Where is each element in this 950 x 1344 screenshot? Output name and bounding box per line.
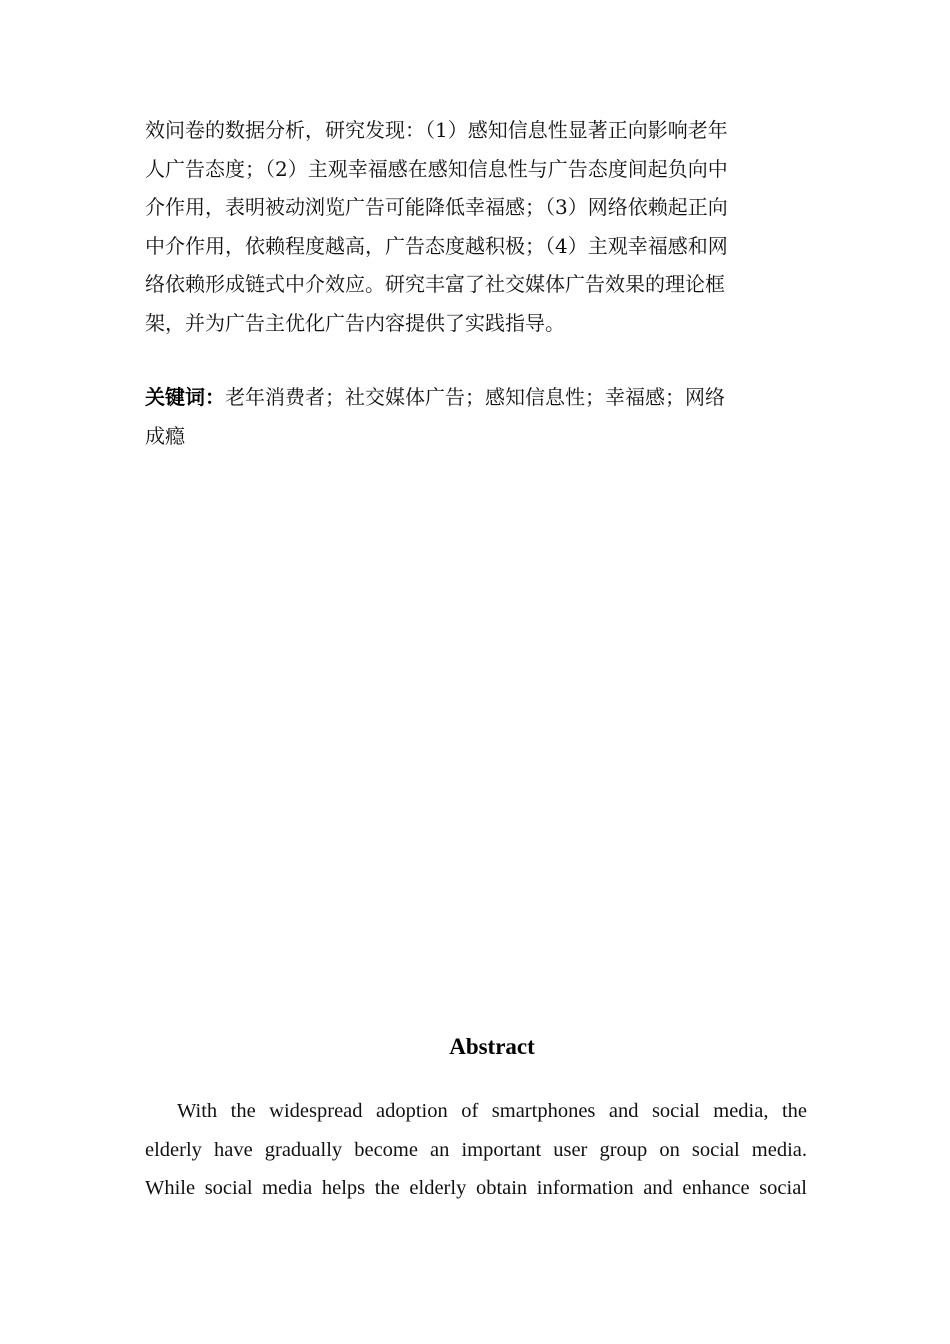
- keywords-first-line: [145, 378, 810, 417]
- english-abstract-line: With the widespread adoption of smartphones and social media, the: [177, 1100, 807, 1122]
- keywords-section: [145, 378, 810, 455]
- chinese-abstract-line: 效问卷的数据分析，研究发现：（1）感知信息性显著正向影响老年: [145, 118, 728, 142]
- english-abstract-line: While social media helps the elderly obtain information and enhance social: [145, 1177, 807, 1199]
- chinese-abstract-line: 人广告态度；（2）主观幸福感在感知信息性与广告态度间起负向中: [145, 156, 728, 181]
- chinese-abstract-line: 介作用，表明被动浏览广告可能降低幸福感；（3）网络依赖起正向: [145, 195, 728, 219]
- chinese-abstract-line: 络依赖形成链式中介效应。研究丰富了社交媒体广告效果的理论框: [145, 272, 725, 296]
- abstract-heading: Abstract: [449, 1034, 535, 1059]
- english-abstract-body: [145, 1092, 807, 1208]
- keywords-text: 老年消费者；社交媒体广告；感知信息性；幸福感；网络: [225, 385, 725, 409]
- keywords-continuation: 成瘾: [145, 423, 185, 448]
- chinese-abstract-line: 中介作用，依赖程度越高，广告态度越积极；（4）主观幸福感和网: [145, 233, 728, 258]
- chinese-abstract-line: 架，并为广告主优化广告内容提供了实践指导。: [145, 310, 565, 335]
- english-abstract-line: elderly have gradually become an important user group on social media.: [145, 1138, 807, 1161]
- chinese-abstract-body: [145, 111, 810, 342]
- keywords-label: 关键词：: [145, 385, 225, 409]
